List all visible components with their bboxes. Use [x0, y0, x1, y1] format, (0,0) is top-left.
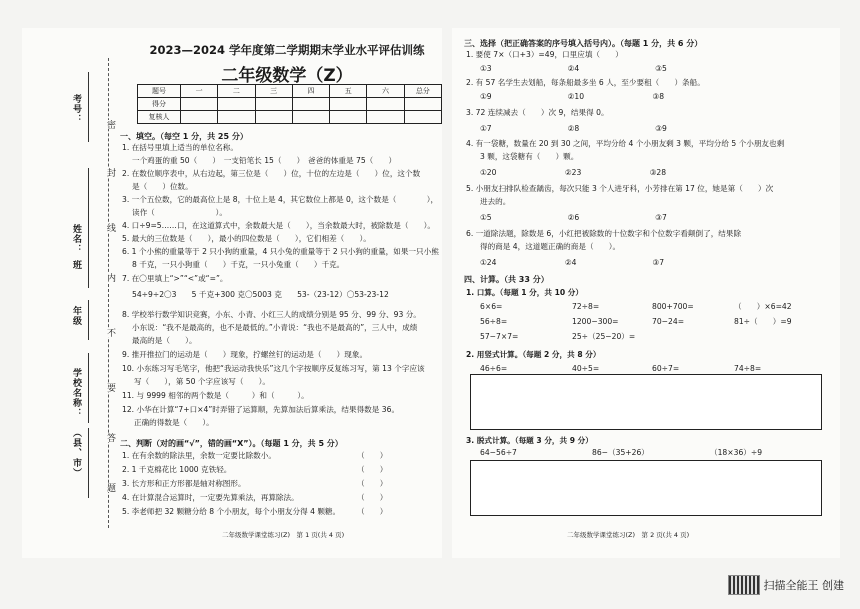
label-county: （县、市）	[71, 428, 81, 478]
stepwise-calc-answer-box[interactable]	[470, 460, 822, 516]
judge-paren[interactable]: （ ）	[357, 451, 388, 460]
section-1-heading: 一、填空。（每空 1 分，共 25 分）	[120, 132, 248, 141]
scanner-watermark	[728, 575, 845, 595]
qr-code-icon	[728, 575, 760, 595]
label-xingming: 姓名：	[71, 224, 81, 254]
seal-char-mi: 密	[105, 120, 115, 129]
label-kaohao: 考号：	[71, 94, 81, 124]
label-nianji: 年级	[71, 306, 81, 326]
seal-char-nei: 内	[105, 273, 115, 282]
judge-paren[interactable]: （ ）	[357, 465, 388, 474]
score-table: 题号 一 二 三 四 五 六 总分 得分 复核人	[137, 84, 442, 124]
section-4-heading: 四、计算。（共 33 分）	[464, 275, 549, 284]
page-2-footer: 二年级数学课堂练习(Z) 第 2 页(共 4 页)	[567, 531, 690, 539]
vertical-calc-answer-box[interactable]	[470, 374, 822, 430]
judge-paren[interactable]: （ ）	[357, 479, 388, 488]
exam-page-1: 考号： 姓名： 年级 班 学校名称： （县、市） 密 封 线 内 不 要 答 题 2023—2024 学年度第二学期期末学业水平评估训练 二年级数学（Z） 题号 一 二 三 四 五 六 总分 得分 复核人 一、填空。（每空 1 分，共 25 分） 1. 在括号里填上适当的单位名称。 一个鸡蛋的重 50（ ） 一支铅笔长 15（ ） 爸爸的体重是 75（ ） 2. 在数位顺序表中，从右边起，第三位是（ ）位，十位的左边是（ ）位，这个数 是（ ）位数。 3. 一个五位数，它的最高位上是 8，十位上是 4，其它数位上都是 0，这个数是（ ）， 读作（ ）。 4. 口÷9=5……口，在这道算式中，余数最大是（ ），当余数最大时，被除数是（ ）。 5. 最大的三位数是（ ），最小的四位数是（ ），它们相差（ ）。 6. 1 个小熊的重量等于 2 只小狗的重量，4 只小兔的重量等于 2 只小狗的重量，如果一只小熊 8 千克，一只小狗重（ ）千克，一只小兔重（ ）千克。 7. 在〇里填上“>”“<”或“=”。 54÷9÷2〇3 5 千克+300 克〇5003 克 53-（23-12）〇53-23-12 8. 学校举行数学知识竞赛，小东、小青、小红三人的成绩分别是 95 分、99 分、93 分。 小东说：“我不是最高的，也不是最低的。”小青说：“我也不是最高的”，三人中，成绩 最高的是（ ）。 9. 推开推拉门的运动是（ ）现象，拧螺丝钉的运动是（ ）现象。 10. 小东练习写毛笔字，他把“我运动我快乐”这几个字按顺序反复练习写，第 13 个字应该 写（ ），第 50 个字应该写（ ）。 11. 与 9999 相邻的两个数是（ ）和（ ）。 12. 小华在计算“7+口×4”时弄错了运算顺，先算加法后算乘法，结果得数是 36。 正确的得数是（ ）。 二、判断（对的画“√”，错的画“X”）。（每题 1 分，共 5 分） 1. 在有余数的除法里，余数一定要比除数小。 2. 1 千克棉花比 1000 克铁轻。 3. 长方形和正方形都是轴对称图形。 4. 在计算混合运算时，一定要先算乘法，再算除法。 5. 李老师把 32 颗糖分给 8 个小朋友，每个小朋友分得 4 颗糖。 （ ） （ ） （ ） （ ） （ ） 二年级数学课堂练习(Z) 第 1 页(共 4 页)	[22, 28, 442, 558]
judge-paren[interactable]: （ ）	[357, 493, 388, 502]
seal-char-bu: 不	[105, 328, 115, 337]
binding-margin	[22, 28, 117, 558]
stepwise-calc-heading: 3. 脱式计算。（每题 3 分，共 9 分）	[466, 436, 593, 445]
section-3-heading: 三、选择（把正确答案的序号填入括号内）。（每题 1 分，共 6 分）	[464, 39, 703, 48]
scanner-text: 扫描全能王 创建	[763, 579, 844, 592]
seal-char-da: 答	[105, 433, 115, 442]
seal-char-ti: 题	[105, 483, 115, 492]
exam-title: 2023—2024 学年度第二学期期末学业水平评估训练	[149, 43, 425, 57]
vertical-calc-heading: 2. 用竖式计算。（每题 2 分，共 8 分）	[466, 350, 601, 359]
label-school: 学校名称：	[71, 368, 81, 418]
seal-char-yao: 要	[105, 383, 115, 392]
exam-page-2: 三、选择（把正确答案的序号填入括号内）。（每题 1 分，共 6 分） 1. 要使 7×（口+3）=49，口里应填（ ） ①3 ②4 ③5 2. 有 57 名学生去划船，每条船最多坐 6 人，至少要租（ ）条船。 ①9 ②10 ③8 3. 72 连续减去（ ）次 9，结果得 0。 ①7 ②8 ③9 4. 有一袋糖，数量在 20 到 30 之间，平均分给 4 个小朋友剩 3 颗，平均分给 5 个小朋友也剩 3 颗，这袋糖有（ ）颗。 ①20 ②23 ③28 5. 小朋友扫排队检查龋齿，每次只能 3 个人进牙科，小芳排在第 17 位，她是第（ ）次 进去的。 ①5 ②6 ③7 6. 一道除法题，除数是 6，小红把被除数的十位数字和个位数字看颠倒了，结果除 得的商是 4，这道题正确的商是（ ）。 ①24 ②4 ③7 四、计算。（共 33 分） 1. 口算。（每题 1 分，共 10 分） 6×6= 72÷8= 800+700= （ ）×6=42 56÷8= 1200−300= 70−24= 81÷（ ）=9 57−7×7= 25÷（25−20）= 2. 用竖式计算。（每题 2 分，共 8 分） 46÷6= 40÷5= 60÷7= 74÷8= 3. 脱式计算。（每题 3 分，共 9 分） 64−56÷7 86−（35+26） （18×36）÷9 二年级数学课堂练习(Z) 第 2 页(共 4 页)	[452, 28, 840, 558]
judge-paren[interactable]: （ ）	[357, 507, 388, 516]
page-1-footer: 二年级数学课堂练习(Z) 第 1 页(共 4 页)	[222, 531, 345, 539]
seal-char-feng: 封	[105, 168, 115, 177]
seal-char-xian: 线	[105, 223, 115, 232]
label-ban: 班	[71, 260, 81, 270]
exam-subject: 二年级数学（Z）	[221, 66, 353, 86]
section-2-heading: 二、判断（对的画“√”，错的画“X”）。（每题 1 分，共 5 分）	[120, 439, 343, 448]
oral-calc-heading: 1. 口算。（每题 1 分，共 10 分）	[466, 288, 583, 297]
